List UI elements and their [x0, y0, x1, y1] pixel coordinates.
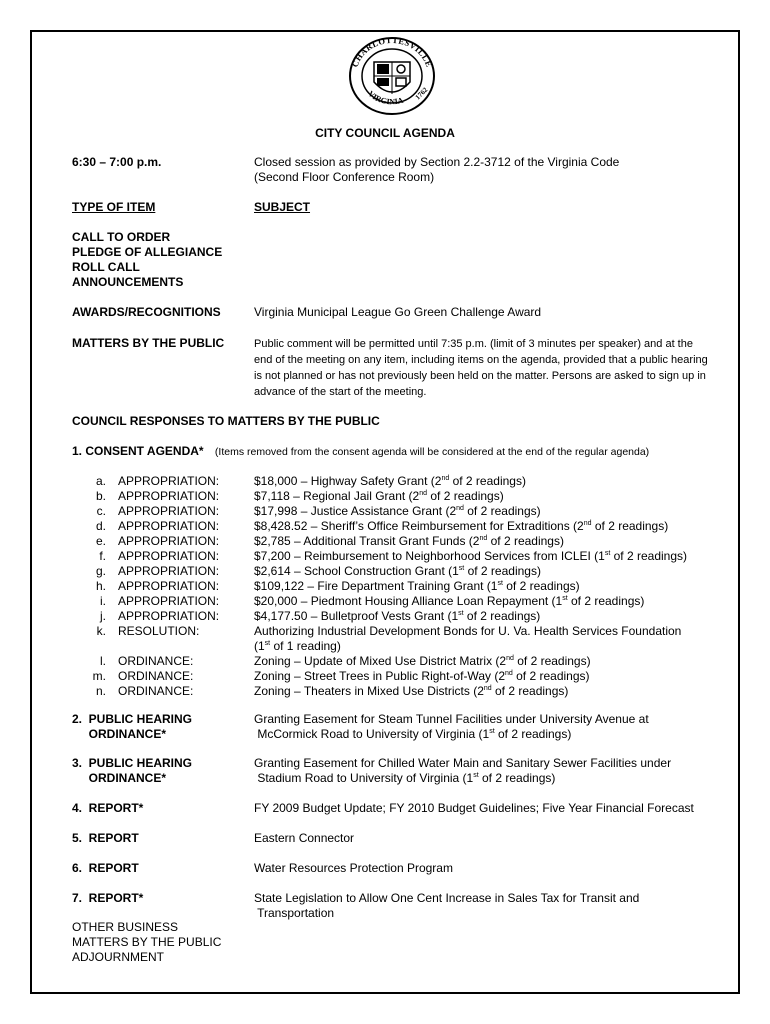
consent-item-subject: Authorizing Industrial Development Bonds for U. Va. Health Services Foundation [254, 624, 682, 638]
consent-item-subject: $4,177.50 – Bulletproof Vests Grant (1st of 2 readings) [254, 609, 541, 623]
consent-item-type: APPROPRIATION: [118, 609, 220, 623]
consent-item-letter: f. [99, 549, 106, 563]
agenda-item-type: 4. REPORT* [72, 801, 144, 815]
awards-label: AWARDS/RECOGNITIONS [72, 305, 221, 319]
agenda-item-subject: Water Resources Protection Program [254, 861, 453, 875]
agenda-item-type: 3. PUBLIC HEARING [72, 756, 193, 770]
closed-session-time: 6:30 – 7:00 p.m. [72, 155, 162, 169]
agenda-item-subject-line2: McCormick Road to University of Virginia (1st of 2 readings) [254, 727, 572, 741]
closed-session-line1: Closed session as provided by Section 2.2-3712 of the Virginia Code [254, 155, 620, 169]
consent-item-subject: $109,122 – Fire Department Training Grant (1st of 2 readings) [254, 579, 580, 593]
agenda-item-subject: FY 2009 Budget Update; FY 2010 Budget Guidelines; Five Year Financial Forecast [254, 801, 694, 815]
consent-agenda-heading [72, 444, 649, 460]
consent-item-letter: k. [96, 624, 106, 638]
consent-item-type: ORDINANCE: [118, 684, 194, 698]
consent-item-subject: $7,200 – Reimbursement to Neighborhood Services from ICLEI (1st of 2 readings) [254, 549, 688, 563]
consent-item-subject: $2,614 – School Construction Grant (1st of 2 readings) [254, 564, 541, 578]
consent-item-type: APPROPRIATION: [118, 504, 220, 518]
consent-agenda-note: (Items removed from the consent agenda will be considered at the end of the regular agenda) [214, 446, 650, 458]
agenda-item-type: 7. REPORT* [72, 891, 144, 905]
roll-call: ROLL CALL [72, 260, 140, 274]
agenda-item-subject-line2: Transportation [254, 906, 335, 920]
city-seal-icon [346, 36, 438, 116]
consent-item-type: APPROPRIATION: [118, 519, 220, 533]
agenda-item-subject: Granting Easement for Steam Tunnel Facilities under University Avenue at [254, 712, 649, 726]
closed-session-line2: (Second Floor Conference Room) [254, 170, 435, 184]
consent-item-subject: Zoning – Theaters in Mixed Use Districts (2nd of 2 readings) [254, 684, 569, 698]
consent-item-type: APPROPRIATION: [118, 594, 220, 608]
type-of-item-header: TYPE OF ITEM [72, 200, 156, 214]
agenda-item-type-line2: ORDINANCE* [72, 771, 167, 785]
agenda-item-type: 2. PUBLIC HEARING [72, 712, 193, 726]
council-responses: COUNCIL RESPONSES TO MATTERS BY THE PUBLIC [72, 414, 380, 428]
agenda-item-subject: Granting Easement for Chilled Water Main and Sanitary Sewer Facilities under [254, 756, 672, 770]
consent-item-subject: $7,118 – Regional Jail Grant (2nd of 2 readings) [254, 489, 504, 503]
svg-text:1762: 1762 [413, 85, 430, 102]
consent-item-type: APPROPRIATION: [118, 489, 220, 503]
consent-item-type: APPROPRIATION: [118, 549, 220, 563]
matters-by-the-public-closing: MATTERS BY THE PUBLIC [72, 935, 222, 949]
consent-item-type: APPROPRIATION: [118, 564, 220, 578]
consent-item-letter: c. [96, 504, 106, 518]
consent-item-type: ORDINANCE: [118, 654, 194, 668]
consent-item-subject: $20,000 – Piedmont Housing Alliance Loan Repayment (1st of 2 readings) [254, 594, 645, 608]
consent-item-subject: $2,785 – Additional Transit Grant Funds (2nd of 2 readings) [254, 534, 564, 548]
consent-item-letter: g. [95, 564, 106, 578]
agenda-item-type-line2: ORDINANCE* [72, 727, 167, 741]
other-business: OTHER BUSINESS [72, 920, 179, 934]
subject-header: SUBJECT [254, 200, 311, 214]
agenda-item-type: 5. REPORT [72, 831, 139, 845]
matters-text: Public comment will be permitted until 7:35 p.m. (limit of 3 minutes per speaker) and at the end of the meeting on any item, including items on the agenda, provided that a public hearing is not planned or has not previously been held on the matter. Persons are asked to sign up in advance of the start of the meeting. [254, 338, 708, 398]
consent-agenda-label: 1. CONSENT AGENDA* [72, 444, 204, 458]
consent-item-letter: l. [100, 654, 106, 668]
agenda-item-subject: State Legislation to Allow One Cent Increase in Sales Tax for Transit and [254, 891, 640, 905]
consent-item-letter: a. [95, 474, 106, 488]
announcements: ANNOUNCEMENTS [72, 275, 184, 289]
call-to-order: CALL TO ORDER [72, 230, 171, 244]
consent-item-letter: n. [95, 684, 106, 698]
consent-item-letter: h. [95, 579, 106, 593]
consent-item-type: APPROPRIATION: [118, 579, 220, 593]
awards-subject: Virginia Municipal League Go Green Challenge Award [254, 305, 542, 319]
consent-item-subject: (1st of 1 reading) [254, 639, 341, 653]
consent-item-letter: d. [95, 519, 106, 533]
consent-item-letter: j. [100, 609, 106, 623]
svg-text:CHARLOTTESVILLE: CHARLOTTESVILLE [349, 36, 435, 69]
agenda-item-subject: Eastern Connector [254, 831, 355, 845]
matters-label: MATTERS BY THE PUBLIC [72, 336, 225, 350]
agenda-item-type: 6. REPORT [72, 861, 139, 875]
agenda-item-subject-line2: Stadium Road to University of Virginia (1st of 2 readings) [254, 771, 556, 785]
adjournment: ADJOURNMENT [72, 950, 164, 964]
consent-item-type: ORDINANCE: [118, 669, 194, 683]
consent-item-type: APPROPRIATION: [118, 534, 220, 548]
consent-item-letter: m. [92, 669, 106, 683]
consent-item-type: APPROPRIATION: [118, 474, 220, 488]
pledge-of-allegiance: PLEDGE OF ALLEGIANCE [72, 245, 223, 259]
consent-item-subject: $18,000 – Highway Safety Grant (2nd of 2 readings) [254, 474, 526, 488]
consent-item-subject: $8,428.52 – Sheriff’s Office Reimbursement for Extraditions (2nd of 2 readings) [254, 519, 669, 533]
consent-item-letter: i. [100, 594, 106, 608]
consent-item-letter: e. [95, 534, 106, 548]
consent-item-letter: b. [95, 489, 106, 503]
consent-item-subject: Zoning – Street Trees in Public Right-of-Way (2nd of 2 readings) [254, 669, 590, 683]
page-title: CITY COUNCIL AGENDA [315, 126, 455, 140]
consent-item-subject: Zoning – Update of Mixed Use District Matrix (2nd of 2 readings) [254, 654, 591, 668]
svg-text:VIRGINIA: VIRGINIA [366, 89, 405, 107]
consent-item-type: RESOLUTION: [118, 624, 200, 638]
consent-item-subject: $17,998 – Justice Assistance Grant (2nd of 2 readings) [254, 504, 541, 518]
